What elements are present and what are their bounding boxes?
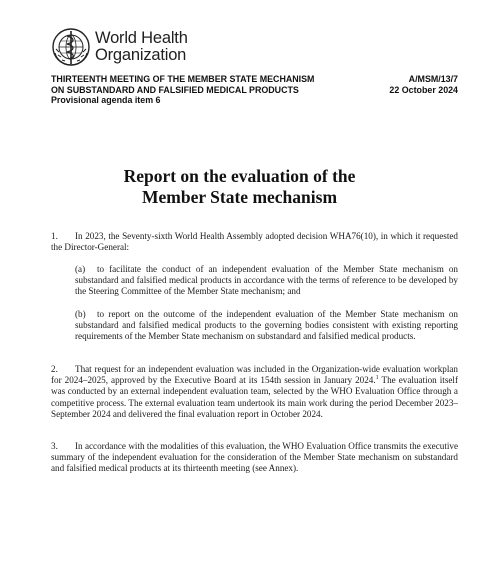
- paragraph-1a: [75, 264, 458, 298]
- subparagraph-text: to facilitate the conduct of an independent evaluation of the Member State mechanism on substandard and falsified medical products in accordance with the terms of reference to be developed by the Steering Committee of the Member State mechanism; and: [75, 264, 458, 297]
- subparagraph-tag: (a): [75, 264, 86, 274]
- paragraph-number: 3.: [51, 441, 58, 451]
- subparagraph-text: to report on the outcome of the independent evaluation of the Member State mechanism on substandard and falsified medical products to the governing bodies consistent with existing reporting requirements of the Member State mechanism on substandard and falsified medical products.: [75, 309, 458, 342]
- title-line-2: Member State mechanism: [141, 187, 338, 207]
- footnote-marker[interactable]: 1: [375, 375, 379, 382]
- paragraph-3: [51, 441, 458, 475]
- agenda-item: Provisional agenda item 6: [51, 95, 161, 105]
- who-emblem-icon: [51, 27, 91, 67]
- subparagraph-tag: (b): [75, 309, 86, 319]
- paragraph-text-cont: The evaluation itself was conducted by an external independent evaluation team, selected by the WHO Evaluation Office through a competitive process. The external evaluation team undertook its main work during the period December 2023–September 2024 and delivered the final evaluation report in October 2024.: [51, 375, 458, 419]
- logo-line-1: World Health: [95, 29, 188, 47]
- paragraph-text: In 2023, the Seventy-sixth World Health Assembly adopted decision WHA76(10), in which it requested the Director-General:: [51, 231, 458, 253]
- paragraph-1b: [75, 309, 458, 343]
- report-title: [0, 166, 479, 208]
- meeting-title-line-2: ON SUBSTANDARD AND FALSIFIED MEDICAL PRODUCTS: [51, 84, 299, 95]
- organization-name: [95, 30, 188, 64]
- paragraph-text: In accordance with the modalities of this evaluation, the WHO Evaluation Office transmits the executive summary of the independent evaluation for the consideration of the Member State mechanism on substandard and falsified medical products at its thirteenth meeting (see Annex).: [51, 441, 458, 474]
- logo-line-2: Organization: [95, 46, 187, 64]
- paragraph-number: 2.: [51, 364, 58, 374]
- document-reference: [389, 74, 458, 95]
- paragraph-1: [51, 231, 458, 253]
- meeting-title-line-1: THIRTEENTH MEETING OF THE MEMBER STATE MECHANISM: [51, 74, 315, 84]
- document-number: A/MSM/13/7: [408, 74, 458, 84]
- paragraph-2: [51, 364, 458, 420]
- paragraph-text: That request for an independent evaluation was included in the Organization-wide evaluation workplan for 2024–2025, approved by the Executive Board at its 154th session in January 2024.: [51, 364, 458, 386]
- document-date: 22 October 2024: [389, 84, 458, 95]
- paragraph-number: 1.: [51, 231, 58, 241]
- who-logo: [51, 27, 188, 67]
- title-line-1: Report on the evaluation of the: [123, 166, 356, 186]
- document-header: [51, 74, 458, 106]
